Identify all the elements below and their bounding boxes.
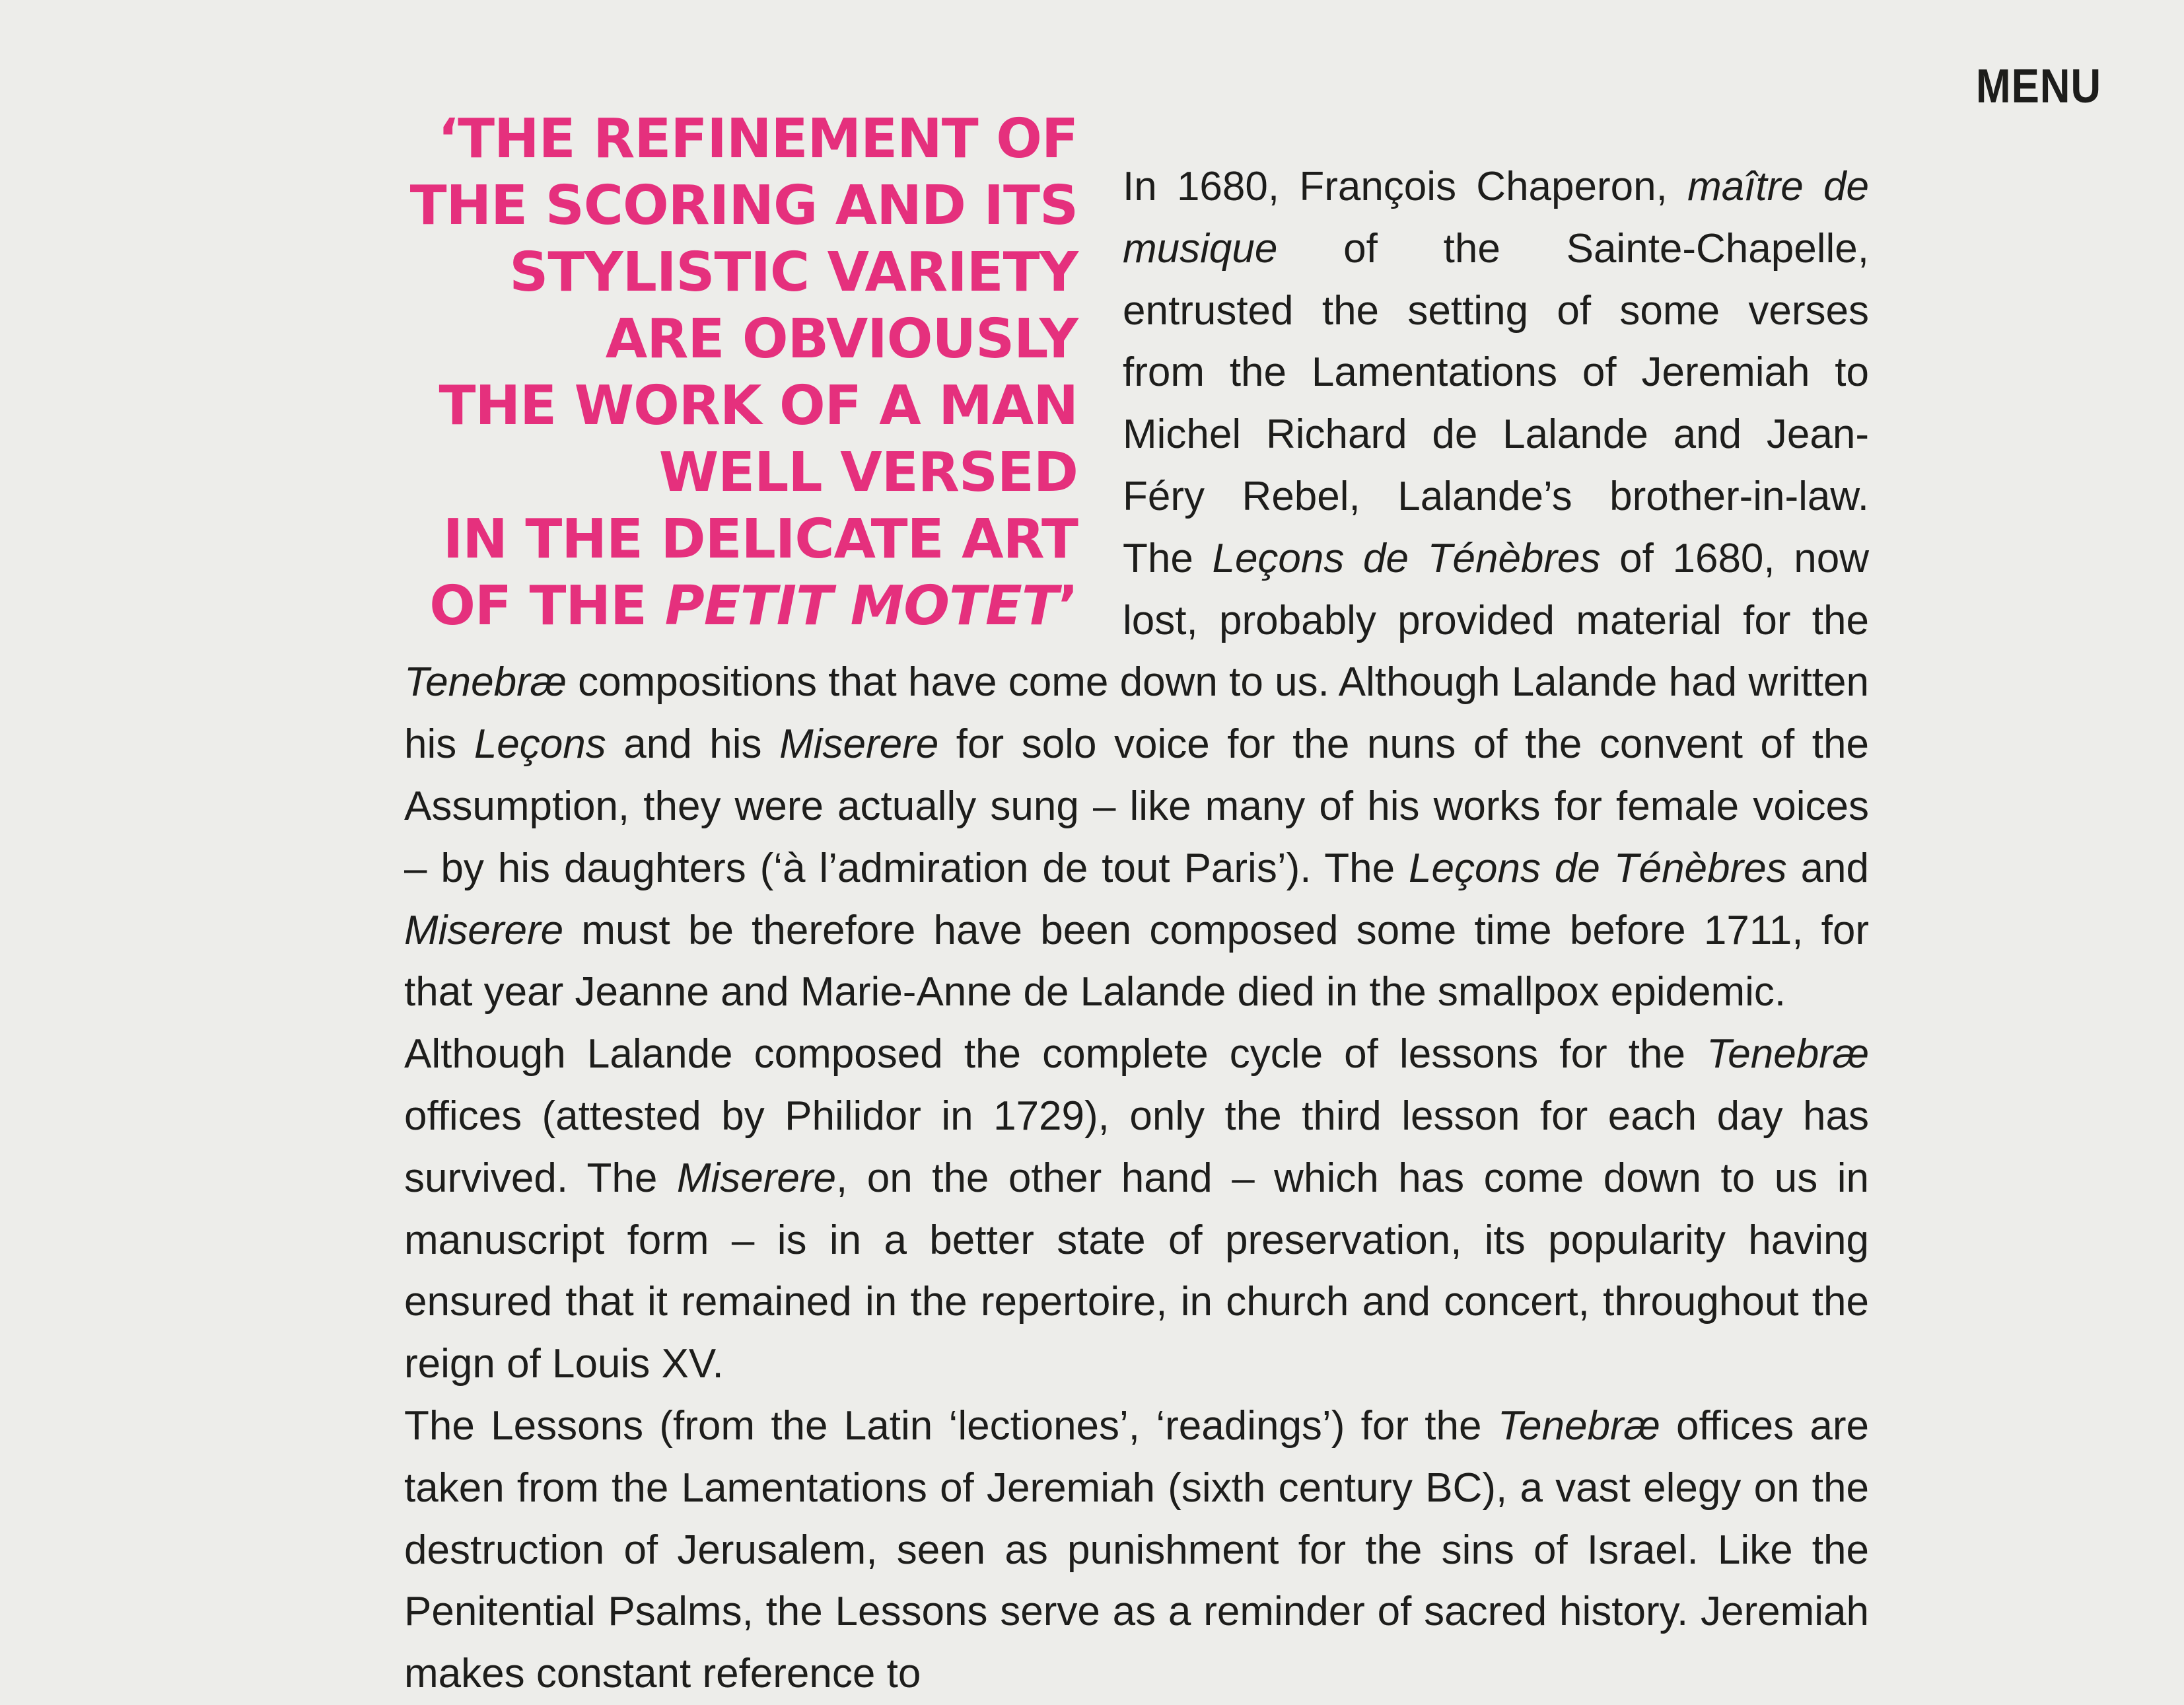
text-run: and his <box>606 721 780 768</box>
italic-term: Miserere <box>676 1155 837 1201</box>
italic-term: maître de musique <box>1123 164 1869 272</box>
text-run: and <box>1786 845 1870 891</box>
pull-quote-line: THE SCORING AND ITS <box>409 174 1078 237</box>
text-run: offices (attested by Philidor in 1729), only the third lesson for each day has survived. The <box>404 1093 1869 1201</box>
pull-quote-line: THE WORK OF A MAN <box>439 375 1078 437</box>
italic-term: Leçons <box>474 721 606 768</box>
italic-term: Tenebræ <box>404 659 567 706</box>
pull-quote-line: ‘THE REFINEMENT OF <box>437 108 1078 170</box>
text-run: Although Lalande composed the complete cycle of lessons for the <box>404 1031 1707 1077</box>
pull-quote-italic: PETIT MOTET <box>664 575 1058 637</box>
text-run: must be therefore have been composed some time before 1711, for that year Jeanne and Marie-Anne de Lalande died in the smallpox epidemic. <box>404 907 1869 1015</box>
menu-button[interactable]: MENU <box>1975 60 2101 113</box>
text-run: for solo voice for the nuns of the convent of the Assumption, they were actually sung – like many of his works for female voices – by his daughters (‘à l’admiration de tout Paris’). The <box>404 721 1869 891</box>
paragraph-3 <box>404 1395 1869 1705</box>
pull-quote-line: ARE OBVIOUSLY <box>605 308 1078 371</box>
text-run: , on the other hand – which has come down to us in manuscript form – is in a better state of preservation, its popularity having ensured that it remained in the repertoire, in church and concert, throughout the reign of Louis XV. <box>404 1155 1869 1387</box>
pull-quote-last-line <box>404 573 1078 639</box>
paragraph-2 <box>404 1023 1869 1395</box>
italic-term: Tenebræ <box>1707 1031 1869 1077</box>
text-run: of 1680, now lost, probably provided material for the <box>1123 535 1869 643</box>
text-run: compositions that have come down to us. Although Lalande had written his <box>404 659 1869 768</box>
pull-quote-suffix: ’ <box>1057 575 1078 637</box>
pull-quote-line: IN THE DELICATE ART <box>442 508 1078 571</box>
pull-quote <box>404 106 1078 639</box>
text-run: In 1680, François Chaperon, <box>1123 164 1688 209</box>
italic-term: Leçons de Ténèbres <box>1212 535 1601 581</box>
italic-term: Tenebræ <box>1497 1402 1660 1449</box>
pull-quote-line: STYLISTIC VARIETY <box>509 241 1078 304</box>
text-run: of the Sainte-Chapelle, entrusted the setting of some verses from the Lamentations of Jeremiah to Michel Richard de Lalande and Jean-Féry Rebel, Lalande’s brother-in-law. The <box>1123 225 1869 581</box>
pull-quote-line: WELL VERSED <box>658 441 1078 504</box>
pull-quote-prefix: OF THE <box>429 575 665 637</box>
article <box>404 106 1869 1705</box>
italic-term: Miserere <box>404 907 564 953</box>
italic-term: Leçons de Ténèbres <box>1409 845 1787 891</box>
italic-term: Miserere <box>779 721 939 768</box>
text-run: offices are taken from the Lamentations of Jeremiah (sixth century BC), a vast elegy on the destruction of Jerusalem, seen as punishment for the sins of Israel. Like the Penitential Psalms, the Lessons serve as a reminder of sacred history. Jeremiah makes constant reference to <box>404 1402 1869 1697</box>
text-run: The Lessons (from the Latin ‘lectiones’, ‘readings’) for the <box>404 1402 1498 1449</box>
